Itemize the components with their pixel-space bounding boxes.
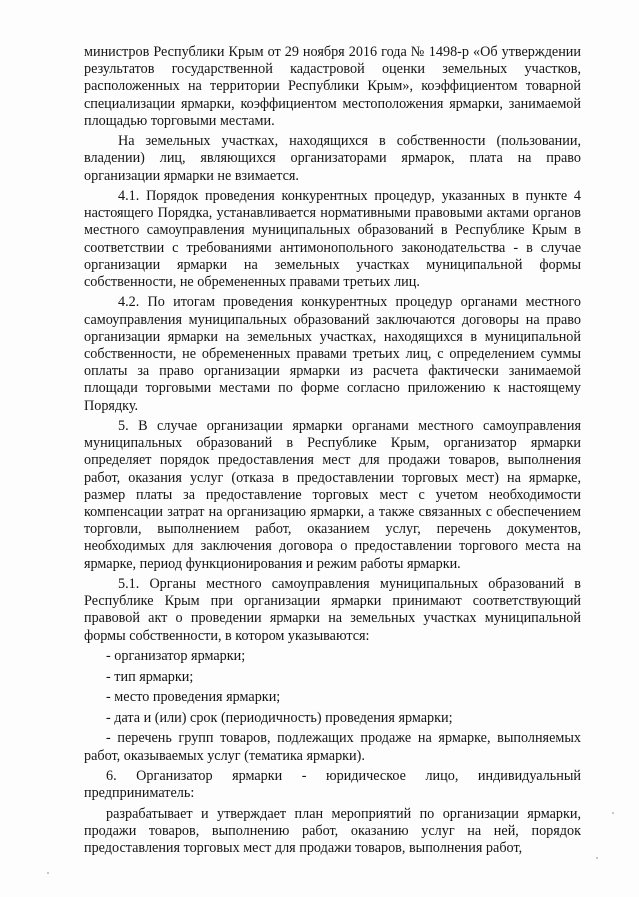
list-item: - место проведения ярмарки;	[106, 689, 281, 706]
list-item: - дата и (или) срок (периодичность) проведения ярмарки;	[106, 709, 453, 726]
paragraph-4-2: 4.2. По итогам проведения конкурентных процедур органами местного самоуправления муниципальных образований заключаются договоры на право организации ярмарки на земельных участках, находящихся в муниципальной собственности, не обремененных правами третьих лиц, с определением суммы оплаты за право организации ярмарки из расчета фактически занимаемой площади торговыми местами по форме согласно приложению к настоящему Порядку.	[84, 294, 581, 414]
list-item: - перечень групп товаров, подлежащих продаже на ярмарке, выполняемых работ, оказываемых услуг (тематика ярмарки).	[84, 730, 581, 764]
scan-speck	[47, 872, 49, 874]
paragraph-5: 5. В случае организации ярмарки органами местного самоуправления муниципальных образований в Республике Крым, организатор ярмарки определяет порядок предоставления мест для продажи товаров, выполнения работ, оказания услуг (отказа в предоставлении торговых мест) на ярмарке, размер платы за предоставление торговых мест с учетом необходимости компенсации затрат на организацию ярмарки, а также связанных с обеспечением торговли, выполнением работ, оказанием услуг, перечень документов, необходимых для заключения договора о предоставлении торгового места на ярмарке, период функционирования и режим работы ярмарки.	[84, 418, 581, 572]
paragraph-own-land-no-fee: На земельных участках, находящихся в собственности (пользовании, владении) лиц, являющихся организаторами ярмарок, плата на право организации ярмарки не взимается.	[84, 133, 581, 184]
list-item: - организатор ярмарки;	[106, 648, 246, 665]
paragraph-organizer-duties: разрабатывает и утверждает план мероприятий по организации ярмарки, продажи товаров, выполнению работ, оказанию услуг на ней, порядок предоставления торговых мест для продажи товаров, выполнения работ,	[84, 805, 581, 856]
paragraph-decree-reference: министров Республики Крым от 29 ноября 2016 года № 1498-р «Об утверждении результатов государственной кадастровой оценки земельных участков, расположенных на территории Республики Крым», коэффициентом товарной специализации ярмарки, коэффициентом местоположения ярмарки, занимаемой площадью торговыми местами.	[84, 44, 581, 129]
paragraph-6: 6. Организатор ярмарки - юридическое лицо, индивидуальный предприниматель:	[84, 768, 581, 802]
list-item: - тип ярмарки;	[106, 668, 194, 685]
scan-speck	[612, 812, 614, 814]
paragraph-4-1: 4.1. Порядок проведения конкурентных процедур, указанных в пункте 4 настоящего Порядка, устанавливается нормативными правовыми актами органов местного самоуправления муниципальных образований в Республике Крым в соответствии с требованиями антимонопольного законодательства - в случае организации ярмарки на земельных участках муниципальной формы собственности, не обремененных правами третьих лиц.	[84, 188, 581, 291]
paragraph-5-1: 5.1. Органы местного самоуправления муниципальных образований в Республике Крым при организации ярмарки принимают соответствующий правовой акт о проведении ярмарки на земельных участках муниципальной формы собственности, в котором указываются:	[84, 576, 581, 644]
scan-speck	[596, 857, 598, 859]
fair-act-list	[84, 648, 581, 765]
